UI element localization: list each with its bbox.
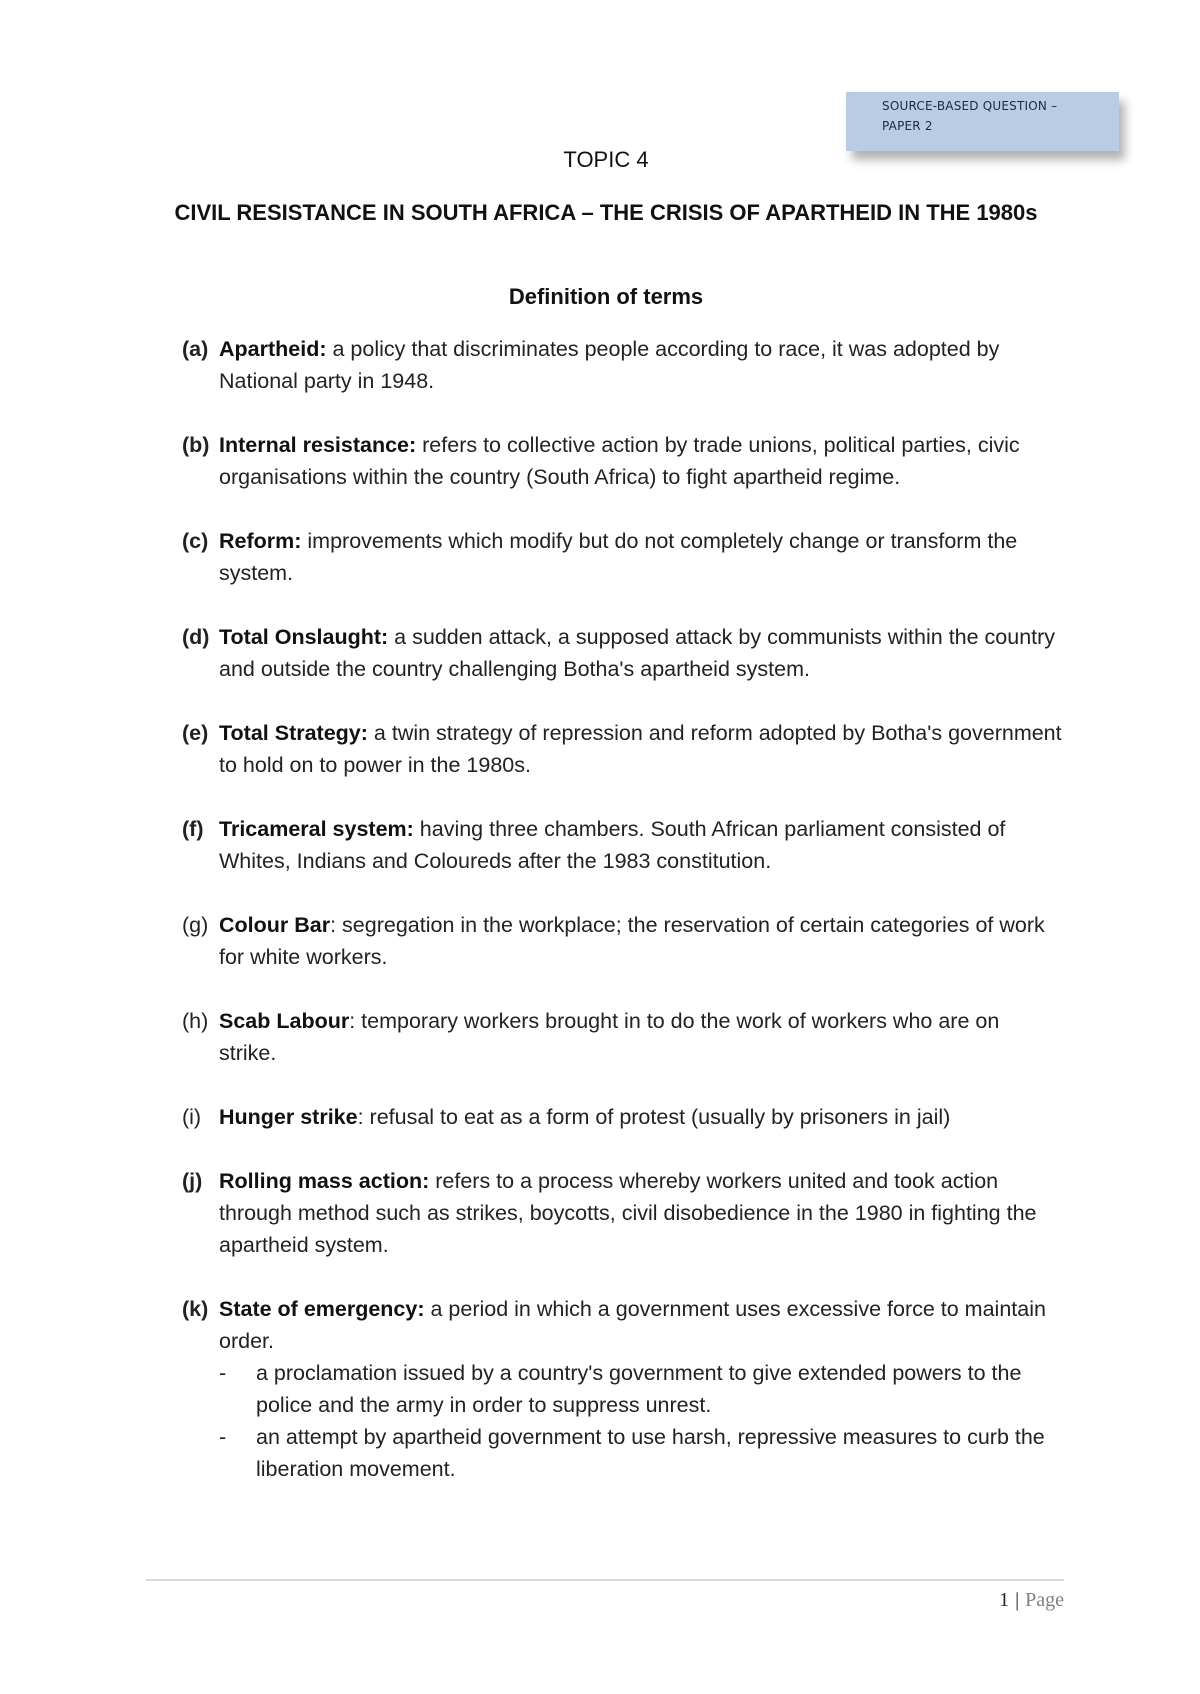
footer-divider bbox=[146, 1579, 1064, 1581]
definition-text: a sudden attack, a supposed attack by communists within the country and outside the country challenging Botha's apartheid system. bbox=[219, 625, 1056, 681]
definition-term: Internal resistance: bbox=[219, 433, 417, 457]
item-label: (i) bbox=[182, 1105, 202, 1129]
definition-term: Apartheid: bbox=[219, 337, 327, 361]
document-title: CIVIL RESISTANCE IN SOUTH AFRICA – THE CRISIS OF APARTHEID IN THE 1980s bbox=[174, 200, 1038, 225]
definition-text: : temporary workers brought in to do the work of workers who are on strike. bbox=[219, 1009, 1000, 1065]
definition-text: : refusal to eat as a form of protest (usually by prisoners in jail) bbox=[357, 1105, 951, 1129]
item-label: (c) bbox=[182, 529, 209, 553]
definition-text: a policy that discriminates people according to race, it was adopted by National party in 1948. bbox=[219, 337, 1000, 393]
definition-term: Rolling mass action: bbox=[219, 1169, 430, 1193]
definition-item bbox=[182, 429, 1062, 493]
item-label: (b) bbox=[182, 433, 210, 457]
definition-term: Reform: bbox=[219, 529, 302, 553]
page-number: 1 bbox=[999, 1589, 1010, 1611]
item-label: (j) bbox=[182, 1169, 203, 1193]
definition-text: refers to collective action by trade unions, political parties, civic organisations within the country (South Africa) to fight apartheid regime. bbox=[219, 433, 1020, 489]
definition-item bbox=[182, 621, 1062, 685]
page-footer bbox=[999, 1586, 1064, 1614]
definition-term: Scab Labour bbox=[219, 1009, 350, 1033]
page-label: Page bbox=[1025, 1589, 1064, 1611]
item-label: (d) bbox=[182, 625, 210, 649]
definition-text: refers to a process whereby workers united and took action through method such as strikes, boycotts, civil disobedience in the 1980 in fighting the apartheid system. bbox=[219, 1169, 1037, 1257]
definition-item bbox=[182, 1293, 1062, 1485]
definition-term: Total Onslaught: bbox=[219, 625, 389, 649]
definition-text: improvements which modify but do not completely change or transform the system. bbox=[219, 529, 1018, 585]
definition-item bbox=[182, 813, 1062, 877]
item-label: (e) bbox=[182, 721, 209, 745]
dash-bullet: - bbox=[219, 1361, 227, 1385]
definition-term: Hunger strike bbox=[219, 1105, 358, 1129]
definition-text: : segregation in the workplace; the reservation of certain categories of work for white workers. bbox=[219, 913, 1045, 969]
definition-term: State of emergency: bbox=[219, 1297, 425, 1321]
definition-item bbox=[182, 1101, 1062, 1133]
dash-bullet: - bbox=[219, 1425, 227, 1449]
definition-item bbox=[182, 1005, 1062, 1069]
definition-term: Colour Bar bbox=[219, 913, 331, 937]
item-label: (g) bbox=[182, 913, 209, 937]
subpoint-text: a proclamation issued by a country's government to give extended powers to the police and the army in order to suppress unrest. bbox=[256, 1361, 1022, 1417]
definition-item bbox=[182, 333, 1062, 397]
definition-text: a period in which a government uses excessive force to maintain order. bbox=[219, 1297, 1046, 1353]
subpoint bbox=[219, 1357, 1062, 1421]
item-label: (h) bbox=[182, 1009, 209, 1033]
item-label: (a) bbox=[182, 337, 209, 361]
footer-separator: | bbox=[1015, 1589, 1020, 1611]
topic-heading: TOPIC 4 bbox=[563, 147, 649, 172]
item-label: (f) bbox=[182, 817, 204, 841]
definition-text: a twin strategy of repression and reform adopted by Botha's government to hold on to power in the 1980s. bbox=[219, 721, 1062, 777]
subpoint bbox=[219, 1421, 1062, 1485]
definition-term: Total Strategy: bbox=[219, 721, 368, 745]
definition-text: having three chambers. South African parliament consisted of Whites, Indians and Coloureds after the 1983 constitution. bbox=[219, 817, 1006, 873]
tag-line-2: PAPER 2 bbox=[882, 119, 933, 133]
definition-item bbox=[182, 909, 1062, 973]
section-title: Definition of terms bbox=[508, 284, 704, 309]
item-label: (k) bbox=[182, 1297, 209, 1321]
definition-item bbox=[182, 717, 1062, 781]
definition-item bbox=[182, 1165, 1062, 1261]
tag-line-1: SOURCE-BASED QUESTION – bbox=[882, 99, 1058, 113]
definition-term: Tricameral system: bbox=[219, 817, 414, 841]
source-based-question-tag bbox=[846, 92, 1119, 151]
definition-item bbox=[182, 525, 1062, 589]
subpoint-text: an attempt by apartheid government to use harsh, repressive measures to curb the liberation movement. bbox=[256, 1425, 1045, 1481]
definitions-list bbox=[182, 333, 1062, 1485]
